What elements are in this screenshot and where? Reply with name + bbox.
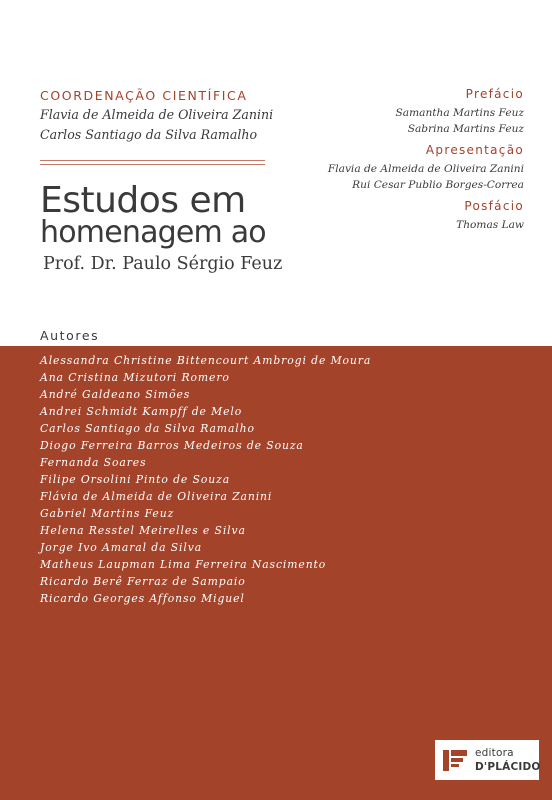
book-title-line-1: Estudos em (40, 180, 246, 221)
section-names (284, 105, 524, 137)
publisher-name-line-2: D'PLÁCIDO (475, 761, 541, 773)
author-name: Matheus Laupman Lima Ferreira Nascimento (40, 558, 327, 571)
author-name: Ana Cristina Mizutori Romero (40, 371, 230, 384)
cover-top-panel (0, 0, 552, 346)
author-name: Carlos Santiago da Silva Ramalho (40, 422, 255, 435)
author-name: Andrei Schmidt Kampff de Melo (40, 405, 243, 418)
credits-column (284, 86, 524, 238)
author-name: Jorge Ivo Amaral da Silva (40, 541, 203, 554)
author-name: Gabriel Martins Feuz (40, 507, 175, 520)
authors-heading: Autores (40, 328, 100, 343)
section-heading: Prefácio (465, 87, 524, 101)
section-apresentacao (284, 142, 524, 193)
section-heading: Apresentação (425, 143, 524, 157)
credit-name: Thomas Law (456, 219, 524, 231)
author-name: André Galdeano Simões (40, 388, 191, 401)
publisher-logo-mark-icon (440, 746, 470, 774)
section-prefacio (284, 86, 524, 137)
author-list (40, 352, 371, 607)
author-name: Helena Resstel Meirelles e Silva (40, 524, 246, 537)
coordination-heading: COORDENAÇÃO CIENTÍFICA (40, 88, 248, 103)
book-title-honoree: Prof. Dr. Paulo Sérgio Feuz (43, 254, 283, 274)
publisher-name-line-1: editora (475, 747, 514, 759)
publisher-logo (435, 740, 539, 780)
book-title-line-2: homenagem ao (40, 215, 266, 250)
section-heading: Posfácio (464, 199, 524, 213)
credit-name: Samantha Martins Feuz (395, 107, 524, 119)
coordination-names (40, 105, 273, 144)
author-name: Filipe Orsolini Pinto de Souza (40, 473, 231, 486)
credit-name: Rui Cesar Publio Borges-Correa (352, 179, 524, 191)
credit-name: Flavia de Almeida de Oliveira Zanini (327, 163, 524, 175)
author-name: Ricardo Georges Affonso Miguel (40, 592, 245, 605)
author-name: Fernanda Soares (40, 456, 147, 469)
section-names (284, 217, 524, 233)
section-names (284, 161, 524, 193)
coordinator-name: Carlos Santiago da Silva Ramalho (40, 126, 258, 142)
author-name: Flávia de Almeida de Oliveira Zanini (40, 490, 273, 503)
author-name: Alessandra Christine Bittencourt Ambrogi de Moura (40, 354, 372, 367)
divider-line (40, 160, 265, 165)
author-name: Ricardo Berê Ferraz de Sampaio (40, 575, 246, 588)
credit-name: Sabrina Martins Feuz (407, 123, 524, 135)
coordinator-name: Flavia de Almeida de Oliveira Zanini (40, 107, 274, 122)
section-posfacio (284, 198, 524, 233)
author-name: Diogo Ferreira Barros Medeiros de Souza (40, 439, 304, 452)
